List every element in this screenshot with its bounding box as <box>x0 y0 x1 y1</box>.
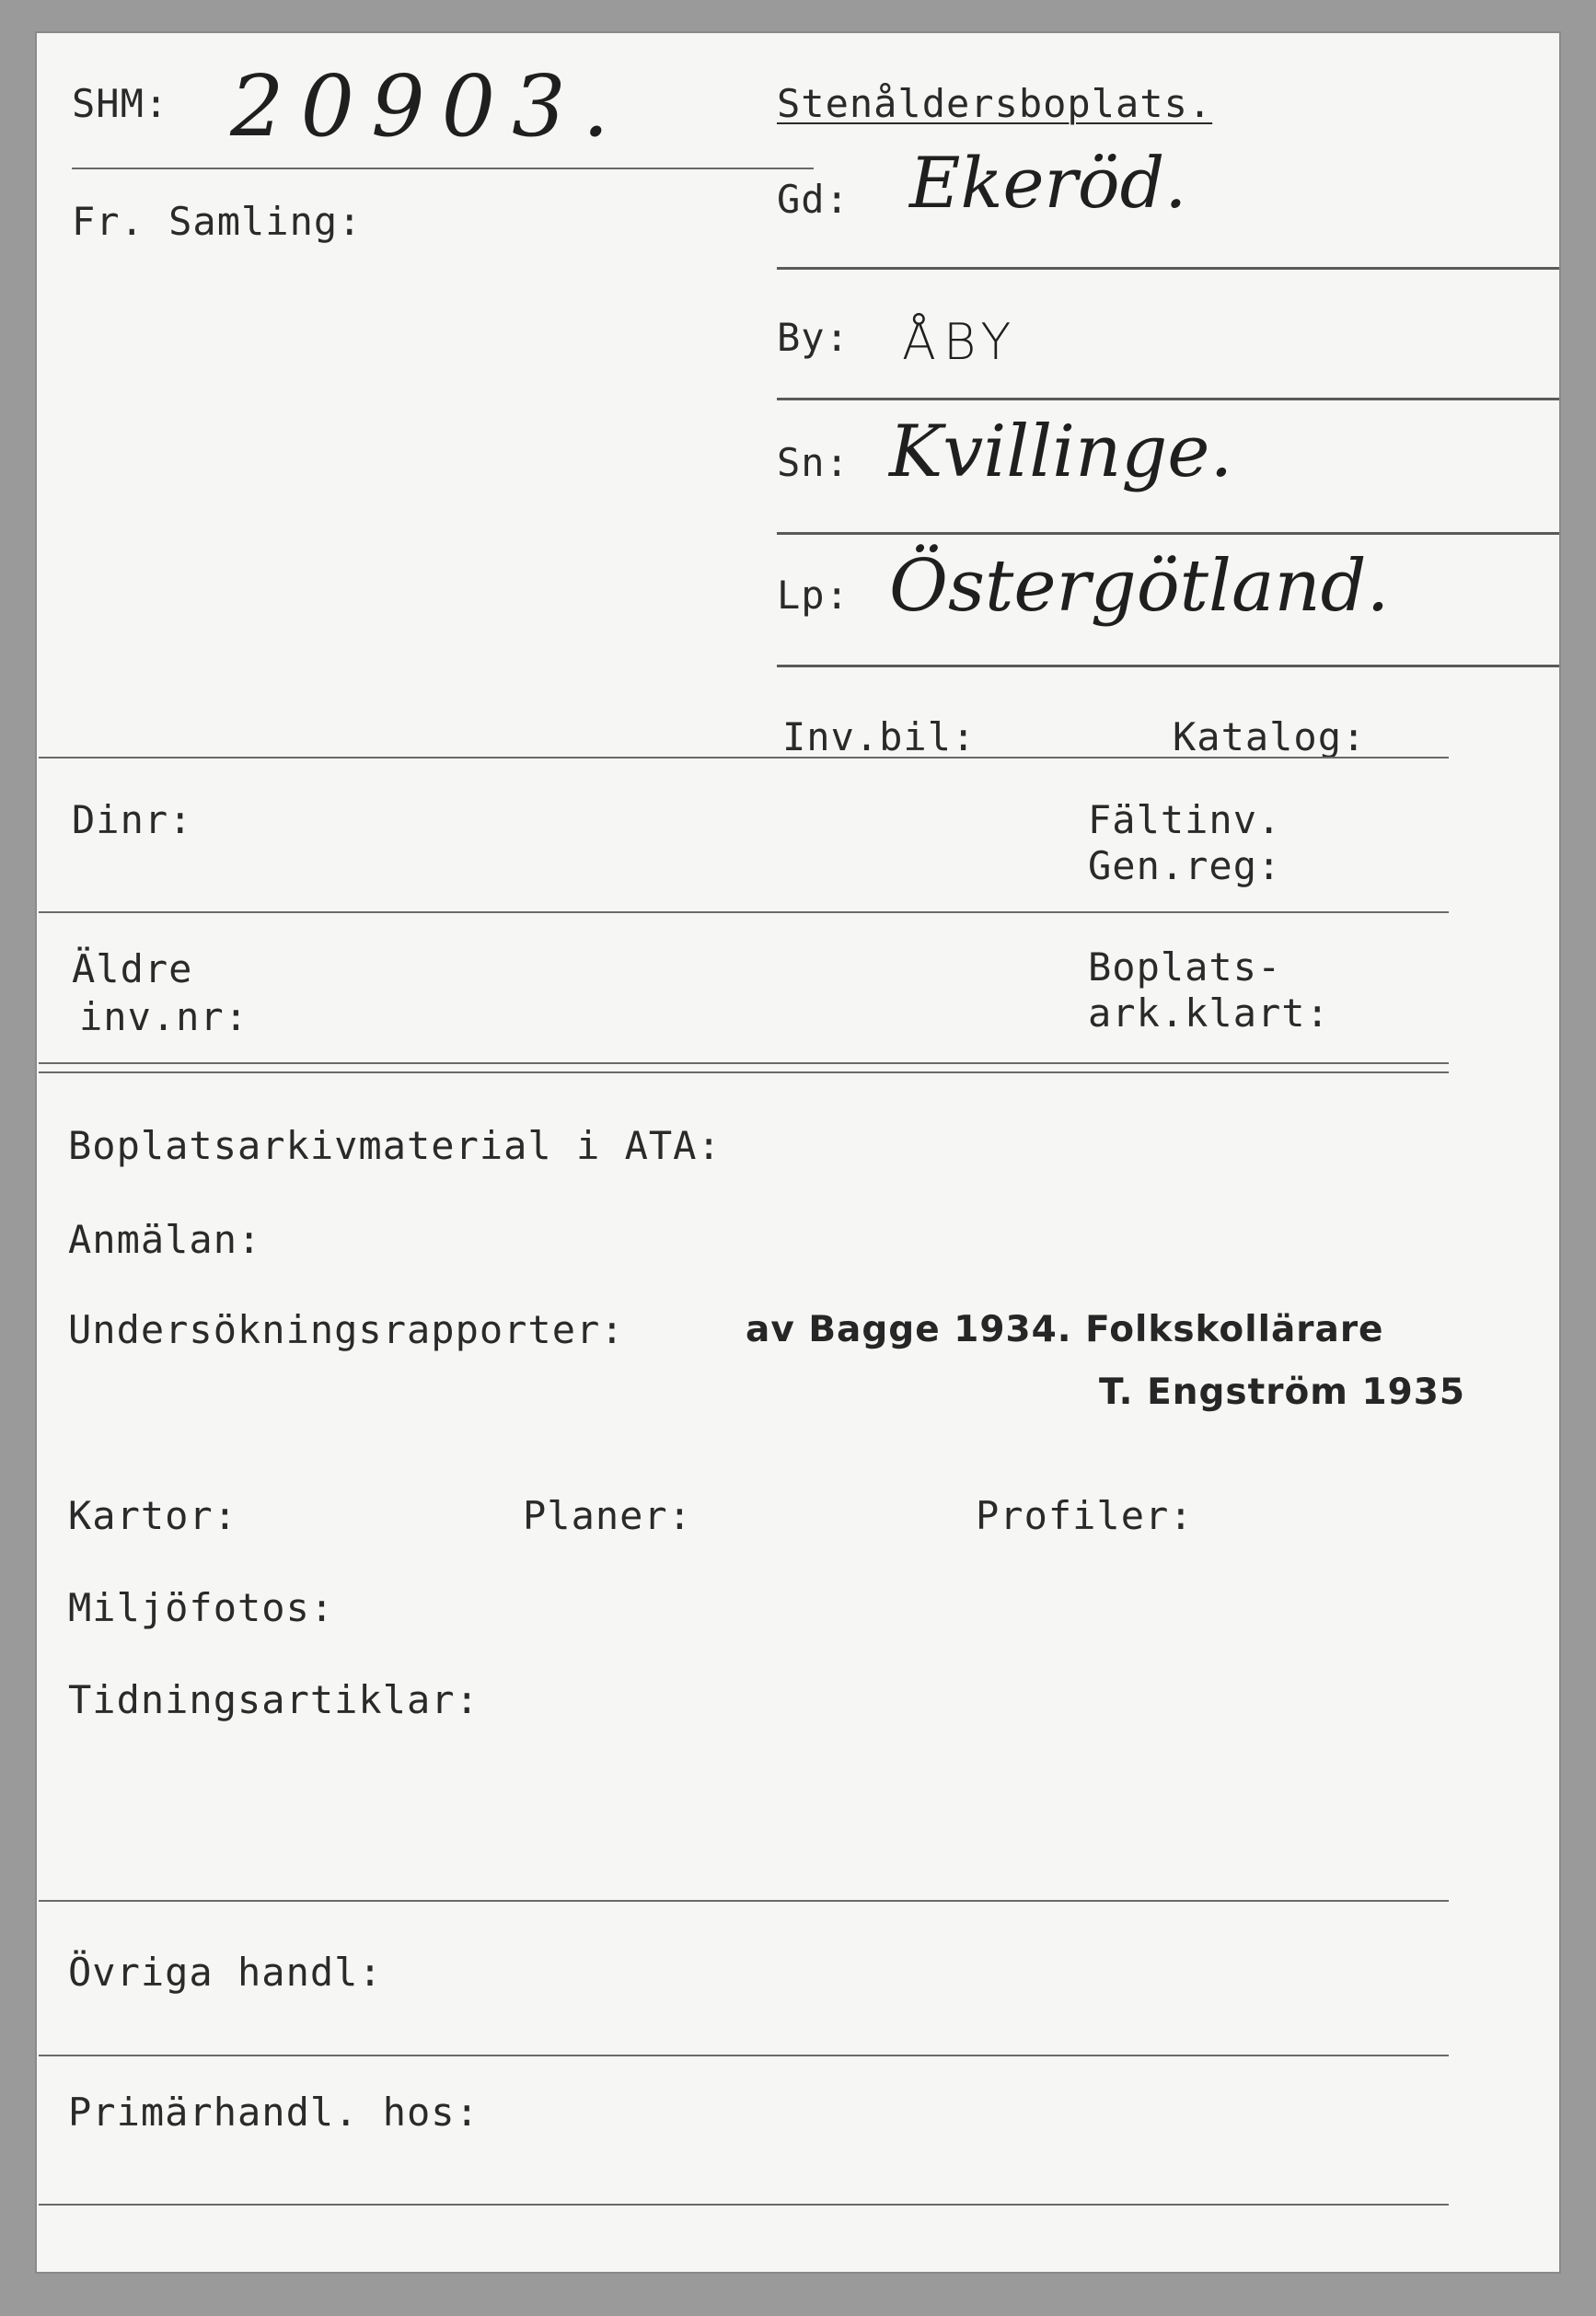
boplats-label-line1: Boplats- <box>1088 944 1282 990</box>
primar-top-rule <box>39 2055 1449 2056</box>
ovriga-label: Övriga handl: <box>68 1950 383 1995</box>
sn-underline <box>777 532 1559 535</box>
miljofotos-label: Miljöfotos: <box>68 1585 335 1630</box>
by-underline <box>777 398 1559 400</box>
genreg-label: Gen.reg: <box>1088 843 1282 888</box>
faltinv-label: Fältinv. <box>1088 797 1282 842</box>
sn-label: Sn: <box>777 440 850 485</box>
registry-top-rule <box>39 757 1449 758</box>
undersok-value-line1: av Bagge 1934. Folkskollärare <box>746 1309 1384 1350</box>
lp-underline <box>777 665 1559 667</box>
by-label: By: <box>777 315 850 360</box>
double-rule-top <box>39 1062 1449 1064</box>
undersok-label: Undersökningsrapporter: <box>68 1307 625 1352</box>
card-bottom-rule <box>39 2204 1449 2206</box>
sn-value-handwritten: Kvillinge. <box>889 411 1233 493</box>
by-value-handwritten: ÅBY <box>902 313 1019 371</box>
primar-label: Primärhandl. hos: <box>68 2090 480 2135</box>
ovriga-top-rule <box>39 1900 1449 1902</box>
shm-label: SHM: <box>72 81 169 126</box>
shm-number-handwritten: 20903. <box>230 57 626 156</box>
planer-label: Planer: <box>523 1493 693 1538</box>
kartor-label: Kartor: <box>68 1493 238 1538</box>
gd-label: Gd: <box>777 177 850 222</box>
lp-label: Lp: <box>777 573 850 618</box>
profiler-label: Profiler: <box>976 1493 1194 1538</box>
gd-value-handwritten: Ekeröd. <box>909 142 1187 224</box>
undersok-value-line2: T. Engström 1935 <box>1099 1372 1466 1413</box>
boplats-label-line2: ark.klart: <box>1088 990 1330 1036</box>
invbil-label: Inv.bil: <box>782 714 977 759</box>
dinr-label: Dinr: <box>72 797 193 842</box>
double-rule-bottom <box>39 1071 1449 1073</box>
gd-underline <box>777 267 1559 270</box>
samling-label: Fr. Samling: <box>72 199 363 244</box>
aldre-label-line2: inv.nr: <box>79 994 249 1039</box>
registry-mid-rule <box>39 911 1449 913</box>
aldre-label-line1: Äldre <box>72 946 193 991</box>
site-type-heading: Stenåldersboplats. <box>777 81 1213 126</box>
catalog-card <box>37 33 1559 2272</box>
tidning-label: Tidningsartiklar: <box>68 1677 480 1722</box>
anmalan-label: Anmälan: <box>68 1217 262 1262</box>
archive-heading: Boplatsarkivmaterial i ATA: <box>68 1123 722 1168</box>
lp-value-handwritten: Östergötland. <box>889 545 1390 628</box>
header-divider <box>72 168 814 169</box>
katalog-label: Katalog: <box>1173 714 1367 759</box>
